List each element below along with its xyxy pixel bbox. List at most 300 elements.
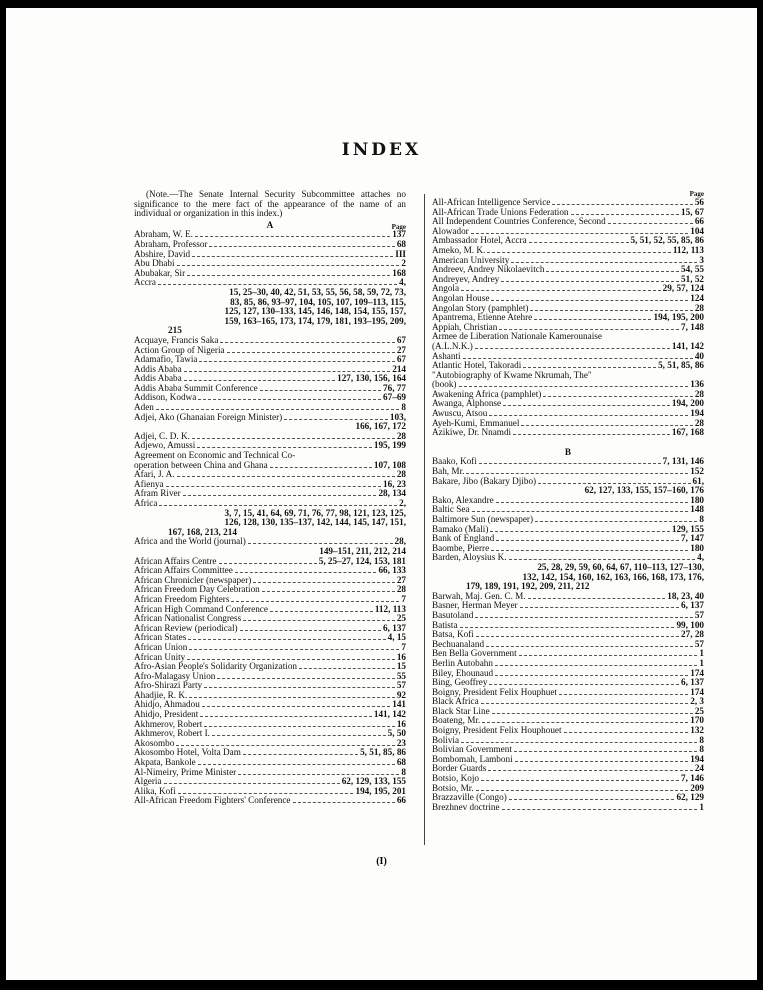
- leader-dots: [535, 521, 697, 522]
- leader-dots: [491, 550, 688, 551]
- leader-dots: [503, 405, 670, 406]
- entry-pages: 16, 23: [383, 478, 406, 489]
- entry-name: Berlin Autobahn: [432, 657, 493, 668]
- entry-pages: 8: [401, 402, 406, 413]
- entry-name: Angolan Story (pamphlet): [432, 302, 529, 313]
- entry-name: Baltic Sea: [432, 504, 470, 515]
- entry-name: Apantrema, Etienne Atehre: [432, 312, 533, 323]
- leader-dots: [546, 271, 679, 272]
- entry-pages: 174: [690, 667, 704, 678]
- entry-name: Angolan House: [432, 292, 490, 303]
- section-heading-b: [432, 448, 704, 458]
- entry-pages: 23: [396, 737, 406, 748]
- entry-pages: 67–69: [383, 392, 406, 403]
- entry-pages: 24: [694, 763, 704, 774]
- entry-name: Batista: [432, 619, 458, 630]
- entry-pages: 61,: [692, 475, 704, 486]
- index-entry-continuation: 215: [168, 325, 182, 336]
- entry-name: Al-Nimeiry, Prime Minister: [134, 766, 237, 777]
- entry-pages: 104: [690, 225, 704, 236]
- entry-pages: 124: [690, 292, 704, 303]
- entry-pages: 127, 130, 156, 164: [337, 373, 406, 384]
- document-page: [6, 8, 757, 980]
- entry-pages: 76, 77: [383, 382, 406, 393]
- entry-pages: 68: [396, 238, 406, 249]
- entry-name: Boateng, Mr.: [432, 715, 481, 726]
- entry-pages: 28, 134: [378, 488, 406, 499]
- leader-dots: [519, 655, 698, 656]
- entry-name: operation between China and Ghana: [134, 459, 268, 470]
- index-entry: [432, 428, 704, 438]
- entry-pages: 15: [396, 661, 406, 672]
- leader-dots: [231, 601, 399, 602]
- entry-name: Brazzaville (Congo): [432, 792, 507, 803]
- entry-name: Bako, Alexandre: [432, 494, 494, 505]
- entry-pages: 28: [396, 584, 406, 595]
- entry-name: Adjei, Ako (Ghanaian Foreign Minister): [134, 411, 283, 422]
- index-entry-continuation: 15, 25–30, 40, 42, 51, 53, 55, 56, 58, 59, 72, 73,: [229, 286, 406, 297]
- leader-dots: [270, 611, 373, 612]
- entry-pages: 27: [396, 574, 406, 585]
- leader-dots: [492, 713, 693, 714]
- entry-name: Ameko, M. K.: [432, 244, 486, 255]
- entry-name: Appiah, Christian: [432, 321, 498, 332]
- leader-dots: [192, 256, 393, 257]
- entry-pages: 29, 57, 124: [662, 283, 704, 294]
- entry-pages: 57: [694, 609, 704, 620]
- entry-pages: 57: [694, 638, 704, 649]
- entry-name: Baombe, Pierre: [432, 542, 490, 553]
- entry-name: Acquaye, Francis Saka: [134, 334, 219, 345]
- entry-pages: 168: [392, 267, 406, 278]
- entry-pages: 28: [694, 417, 704, 428]
- entry-pages: 57: [396, 680, 406, 691]
- leader-dots: [217, 678, 394, 679]
- entry-pages: 66: [396, 795, 406, 806]
- leader-dots: [538, 483, 690, 484]
- entry-pages: 137: [392, 229, 406, 240]
- entry-name: Andreyev, Andrey: [432, 273, 500, 284]
- index-entry: [432, 496, 704, 506]
- entry-name: Action Group of Nigeria: [134, 344, 225, 355]
- entry-pages: 141, 142: [373, 709, 406, 720]
- leader-dots: [513, 434, 670, 435]
- entry-name: African States: [134, 632, 187, 643]
- entry-name: All-African Intelligence Service: [432, 197, 551, 207]
- entry-name: Algeria: [134, 776, 162, 787]
- entry-pages: 8: [699, 744, 704, 755]
- leader-dots: [499, 329, 679, 330]
- entry-pages: 2: [401, 258, 406, 269]
- entry-name: Ambassador Hotel, Accra: [432, 235, 527, 246]
- entry-name: Boigny, President Felix Houphuet: [432, 686, 557, 697]
- entry-name: Awakening Africa (pamphlet): [432, 388, 542, 399]
- entry-name: Botsio, Kojo: [432, 773, 479, 784]
- leader-dots: [543, 396, 692, 397]
- leader-dots: [489, 684, 679, 685]
- index-entry-continuation: 3, 7, 15, 41, 64, 69, 71, 76, 77, 98, 121, 123, 125,: [224, 507, 406, 518]
- leader-dots: [253, 582, 394, 583]
- index-entries-a: [134, 230, 406, 806]
- entry-name: Ashanti: [432, 350, 461, 361]
- entry-pages: 170: [690, 715, 704, 726]
- leader-dots: [284, 419, 388, 420]
- page-column-label: Page: [689, 190, 704, 198]
- entry-name: Awanga, Alphonse: [432, 398, 502, 409]
- section-letter: A: [266, 219, 274, 230]
- leader-dots: [495, 675, 688, 676]
- entry-name: Botsio, Mr.: [432, 782, 474, 793]
- entry-pages: 194, 195, 201: [355, 785, 406, 796]
- leader-dots: [235, 572, 377, 573]
- entry-pages: 180: [690, 494, 704, 505]
- entry-pages: 62, 129: [676, 792, 704, 803]
- entry-pages: 107, 108: [373, 459, 406, 470]
- entry-name: Bah, Mr.: [432, 466, 465, 477]
- entry-pages: 18, 23, 40: [667, 590, 704, 601]
- entry-pages: 152: [690, 466, 704, 477]
- index-entry: [134, 393, 406, 403]
- entry-name: African Nationalist Congress: [134, 613, 242, 624]
- leader-dots: [511, 262, 697, 263]
- entry-pages: 28,: [394, 536, 406, 547]
- entry-name: Africa: [134, 498, 158, 508]
- entry-pages: 2,: [399, 498, 406, 508]
- entry-name: African Chronicler (newspaper): [134, 574, 252, 585]
- entry-name: Ayeh-Kumi, Emmanuel: [432, 417, 520, 428]
- leader-dots: [481, 703, 689, 704]
- leader-dots: [195, 236, 390, 237]
- entry-name: African Unity: [134, 651, 186, 662]
- entry-pages: 209: [690, 782, 704, 793]
- leader-dots: [199, 361, 394, 362]
- entry-name: Black Star Line: [432, 705, 490, 716]
- entry-pages: 148: [690, 504, 704, 515]
- entry-pages: 66, 133: [378, 565, 406, 576]
- entry-pages: 66: [694, 216, 704, 227]
- entry-name: Angola: [432, 283, 460, 294]
- entry-name: African Review (periodical): [134, 622, 238, 633]
- leader-dots: [463, 358, 693, 359]
- index-entry-continuation: 149–151, 211, 212, 214: [319, 545, 406, 556]
- entry-pages: 5, 51, 85, 86: [658, 360, 704, 371]
- leader-dots: [486, 646, 693, 647]
- entry-name: Afari, J. A.: [134, 469, 175, 480]
- section-heading-a: [134, 221, 406, 231]
- entry-name: Bolivian Government: [432, 744, 512, 755]
- entry-name: Abraham, W. E.: [134, 229, 193, 240]
- entry-pages: 1: [699, 648, 704, 659]
- entry-pages: 6, 137: [681, 677, 704, 688]
- entry-name: Africa and the World (journal): [134, 536, 246, 547]
- entry-name: Azikiwe, Dr. Nnamdi: [432, 427, 512, 438]
- entry-pages: 112, 113: [672, 244, 704, 255]
- entry-name: Armee de Liberation Nationale Kamerounaise: [432, 331, 602, 342]
- entry-pages: 141: [392, 699, 406, 710]
- leader-dots: [552, 204, 692, 205]
- entry-name: Bombomah, Lamboni: [432, 753, 513, 764]
- leader-dots: [571, 214, 680, 215]
- entry-name: African Freedom Day Celebration: [134, 584, 260, 595]
- entry-pages: 8: [699, 734, 704, 745]
- entry-pages: 174: [690, 686, 704, 697]
- leader-dots: [496, 540, 679, 541]
- entry-pages: 4,: [399, 277, 406, 288]
- leader-dots: [514, 751, 698, 752]
- leader-dots: [534, 319, 651, 320]
- leader-dots: [192, 438, 395, 439]
- leader-dots: [209, 246, 394, 247]
- index-entry: [134, 729, 406, 739]
- leader-dots: [515, 761, 689, 762]
- entry-name: (book): [432, 379, 457, 390]
- entry-pages: 62, 129, 133, 155: [341, 776, 406, 787]
- entry-name: African Affairs Committee: [134, 565, 233, 576]
- leader-dots: [482, 722, 688, 723]
- entry-name: Afro-Shirazi Party: [134, 680, 203, 691]
- entry-pages: 16: [396, 718, 406, 729]
- entry-name: Abu Dhabi: [134, 258, 175, 269]
- entry-pages: 4, 15: [387, 632, 406, 643]
- leader-dots: [481, 780, 679, 781]
- entry-pages: 1: [699, 801, 704, 812]
- index-entries-b: [432, 457, 704, 812]
- entry-name: Addis Ababa: [134, 373, 182, 384]
- index-entry: [432, 803, 704, 813]
- index-entry-continuation: 132, 142, 154, 160, 162, 163, 166, 168, 173, 176,: [522, 571, 704, 582]
- entry-name: Abshire, David: [134, 248, 191, 259]
- leader-dots: [475, 348, 670, 349]
- entry-pages: 8: [401, 766, 406, 777]
- entry-pages: 68: [396, 757, 406, 768]
- entry-pages: 55: [396, 670, 406, 681]
- entry-pages: 16: [396, 651, 406, 662]
- index-entry: [432, 611, 704, 621]
- entry-pages: 195, 199: [373, 440, 406, 451]
- index-entry: [432, 726, 704, 736]
- leader-dots: [243, 620, 395, 621]
- entry-name: American University: [432, 254, 510, 265]
- leader-dots: [177, 265, 400, 266]
- leader-dots: [559, 694, 688, 695]
- entry-pages: 28: [396, 430, 406, 441]
- leader-dots: [564, 732, 689, 733]
- entry-name: Abubakar, Sir: [134, 267, 186, 278]
- index-entry: [432, 217, 704, 227]
- entry-name: Adamafio, Tawia: [134, 354, 198, 365]
- leader-dots: [212, 735, 386, 736]
- entry-pages: 3: [699, 254, 704, 265]
- entry-pages: 51, 52: [681, 273, 704, 284]
- entry-name: Bamako (Mali): [432, 523, 489, 534]
- entry-name: Ahidjo, Ahmadou: [134, 699, 200, 710]
- entry-pages: 7, 148: [681, 321, 704, 332]
- leader-dots: [184, 371, 391, 372]
- entry-name: African High Command Conference: [134, 603, 268, 614]
- leader-dots: [501, 281, 679, 282]
- entry-name: Biley, Ehounaud: [432, 667, 494, 678]
- leader-dots: [461, 290, 661, 291]
- entry-name: Addis Ababa: [134, 363, 182, 374]
- entry-name: Abraham, Professor: [134, 238, 208, 249]
- index-entry: [134, 489, 406, 499]
- leader-dots: [198, 764, 395, 765]
- leader-dots: [509, 799, 675, 800]
- entry-pages: 7, 131, 146: [662, 456, 704, 467]
- entry-pages: III: [395, 248, 406, 259]
- entry-pages: 136: [690, 379, 704, 390]
- page-title: INDEX: [341, 140, 422, 160]
- index-entry-continuation: 167, 168, 213, 214: [168, 526, 237, 537]
- entry-pages: 214: [392, 363, 406, 374]
- entry-name: All-African Freedom Fighters' Conference: [134, 795, 291, 806]
- entry-name: Bank of England: [432, 533, 495, 544]
- entry-name: Ben Bella Government: [432, 648, 517, 659]
- index-entry: [432, 457, 704, 467]
- entry-name: Addis Ababa Summit Conference: [134, 382, 258, 393]
- section-letter: B: [564, 446, 572, 457]
- entry-name: Afro-Asian People's Solidarity Organization: [134, 661, 298, 672]
- entry-name: Agreement on Economic and Technical Co-: [134, 450, 296, 461]
- entry-name: Afram River: [134, 488, 181, 499]
- leader-dots: [156, 409, 400, 410]
- entry-pages: 28: [396, 469, 406, 480]
- entry-pages: 103,: [389, 411, 406, 422]
- page-column-label: Page: [391, 222, 406, 231]
- entry-name: African Affairs Centre: [134, 555, 217, 566]
- entry-name: African Union: [134, 641, 188, 652]
- right-column: [432, 190, 704, 812]
- page-number: (I): [376, 856, 387, 867]
- index-entry: [134, 269, 406, 279]
- entry-pages: 5, 51, 85, 86: [360, 747, 406, 758]
- index-entry: [134, 461, 406, 471]
- index-entries-a-cont: [432, 198, 704, 438]
- entry-pages: 67: [396, 354, 406, 365]
- entry-name: Akhmerov, Robert: [134, 718, 203, 729]
- entry-name: Bing, Geoffrey: [432, 677, 488, 688]
- leader-dots: [260, 390, 381, 391]
- leader-dots: [243, 754, 358, 755]
- entry-name: Batsa, Kofi: [432, 629, 474, 640]
- entry-pages: 2, 3: [690, 696, 704, 707]
- entry-pages: 8: [699, 514, 704, 524]
- leader-dots: [460, 627, 675, 628]
- leader-dots: [523, 367, 656, 368]
- entry-name: Addison, Kodwa: [134, 392, 197, 403]
- leader-dots: [495, 665, 697, 666]
- index-entry: [134, 470, 406, 480]
- index-entry-continuation: 126, 128, 130, 135–137, 142, 144, 145, 147, 151,: [224, 517, 406, 528]
- entry-name: Bechuanaland: [432, 638, 485, 649]
- entry-name: Barwah, Maj. Gen. C. M.: [432, 590, 526, 601]
- entry-pages: 40: [694, 350, 704, 361]
- leader-dots: [166, 486, 381, 487]
- entry-name: Alika, Kofi: [134, 785, 176, 796]
- leader-dots: [159, 505, 397, 506]
- entry-pages: 5, 25–27, 124, 153, 181: [318, 555, 406, 566]
- leader-dots: [197, 447, 372, 448]
- entry-pages: 28: [694, 388, 704, 399]
- entry-pages: 6, 137: [383, 622, 406, 633]
- leader-dots: [178, 793, 354, 794]
- leader-dots: [204, 726, 395, 727]
- entry-name: Adjei, C. D. K.: [134, 430, 190, 441]
- index-entry-continuation: 62, 127, 133, 155, 157–160, 176: [584, 485, 704, 496]
- leader-dots: [529, 242, 629, 243]
- entry-name: Bakare, Jibo (Bakary Djibo): [432, 475, 537, 486]
- leader-dots: [608, 223, 693, 224]
- entry-pages: 27: [396, 344, 406, 355]
- leader-dots: [262, 591, 395, 592]
- leader-dots: [476, 790, 689, 791]
- entry-pages: 56: [694, 197, 704, 207]
- leader-dots: [187, 659, 395, 660]
- leader-dots: [487, 252, 671, 253]
- index-entry-continuation: 159, 163–165, 173, 174, 179, 181, 193–195, 209,: [224, 315, 406, 326]
- entry-pages: 67: [396, 334, 406, 345]
- leader-dots: [476, 636, 679, 637]
- section-gap: [432, 438, 704, 446]
- leader-dots: [238, 774, 399, 775]
- index-entry-continuation: 25, 28, 29, 59, 60, 64, 67, 110–113, 127–130,: [537, 561, 704, 572]
- leader-dots: [183, 495, 377, 496]
- entry-name: (A.L.N.K.): [432, 340, 473, 351]
- entry-name: Baako, Kofi: [432, 456, 477, 467]
- leader-dots: [502, 809, 698, 810]
- entry-name: Basner, Herman Meyer: [432, 600, 518, 611]
- leader-dots: [220, 342, 394, 343]
- entry-pages: 194, 200: [671, 398, 704, 409]
- entry-pages: 141, 142: [671, 340, 704, 351]
- leader-dots: [240, 630, 381, 631]
- entry-pages: 6, 137: [681, 600, 704, 611]
- left-column: [134, 190, 406, 806]
- entry-pages: 1: [699, 657, 704, 668]
- entry-pages: 129, 155: [671, 523, 704, 534]
- entry-pages: 5, 50: [387, 728, 406, 739]
- entry-pages: 5, 51, 52, 55, 85, 86: [630, 235, 704, 246]
- index-entry-continuation: 179, 189, 191, 192, 209, 211, 212: [466, 581, 590, 592]
- leader-dots: [496, 502, 688, 503]
- entry-name: Adjewo, Amussi: [134, 440, 196, 451]
- entry-name: Afro-Malagasy Union: [134, 670, 216, 681]
- entry-pages: 194: [690, 753, 704, 764]
- entry-pages: 25: [396, 613, 406, 624]
- entry-name: Akhmerov, Robert I.: [134, 728, 210, 739]
- entry-pages: 4,: [697, 552, 704, 563]
- column-divider: [424, 194, 425, 845]
- entry-name: Alowador: [432, 225, 469, 236]
- entry-name: Ahadjie, R. K.: [134, 689, 188, 700]
- leader-dots: [489, 415, 688, 416]
- leader-dots: [461, 742, 697, 743]
- entry-name: Akosombo Hotel, Volta Dam: [134, 747, 241, 758]
- leader-dots: [227, 352, 395, 353]
- leader-dots: [491, 300, 688, 301]
- entry-name: Akpata, Bankole: [134, 757, 196, 768]
- entry-pages: 54, 55: [681, 264, 704, 275]
- leader-dots: [293, 802, 395, 803]
- index-entry-continuation: 125, 127, 130–133, 145, 146, 148, 154, 155, 157,: [224, 306, 406, 317]
- entry-pages: 99, 100: [676, 619, 704, 630]
- entry-name: Atlantic Hotel, Takoradi: [432, 360, 522, 371]
- leader-dots: [521, 425, 692, 426]
- leader-dots: [188, 639, 385, 640]
- entry-name: Awuscu, Atsou: [432, 408, 488, 419]
- leader-dots: [479, 463, 661, 464]
- entry-name: All-African Trade Unions Federation: [432, 206, 569, 217]
